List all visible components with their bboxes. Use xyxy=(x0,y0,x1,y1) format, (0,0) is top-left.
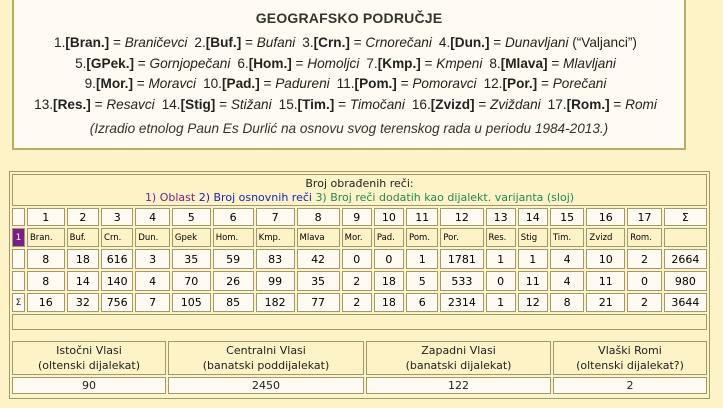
basic-count-cell: 1 xyxy=(486,249,516,269)
legend-entry-abbr: [Bran.] xyxy=(65,35,110,50)
legend-entry-abbr: [Crn.] xyxy=(313,35,350,50)
region-abbr-cell: Bran. xyxy=(27,228,65,247)
legend-entry-name: Mlavljani xyxy=(563,55,616,71)
sum-count-cell: 8 xyxy=(550,293,585,312)
dialect-value-cell: 122 xyxy=(366,377,551,394)
legend-entry: 17.[Rom.] = Romi xyxy=(547,96,657,112)
sum-count-cell: 2314 xyxy=(440,293,483,312)
dialect-name-cell xyxy=(12,341,166,375)
legend-entry-name: Homoljci xyxy=(307,55,360,71)
caption-oblast: 1) Oblast xyxy=(144,190,196,204)
legend-entry: 7.[Kmp.] = Kmpeni xyxy=(366,55,483,71)
legend-entry-name: Timočani xyxy=(349,96,405,112)
legend-entry-number: 9. xyxy=(84,76,96,92)
legend-entry-name: Moravci xyxy=(148,76,197,92)
legend-entry: 10.[Pad.] = Padureni xyxy=(203,76,330,92)
legend-panel xyxy=(12,0,686,150)
legend-entry-number: 11. xyxy=(336,76,355,92)
legend-entry-abbr: [Zvizd] xyxy=(430,96,475,112)
legend-entry-number: 17. xyxy=(547,96,567,112)
region-abbr-cell: Buf. xyxy=(67,228,99,247)
legend-entry-number: 6. xyxy=(237,55,249,71)
dialect-name: Centralni Vlasi xyxy=(226,344,306,357)
added-count-cell: 26 xyxy=(213,271,254,291)
legend-entry-abbr: [Rom.] xyxy=(566,96,610,112)
region-abbr-cell: Kmp. xyxy=(256,228,295,247)
legend-entry-number: 15. xyxy=(278,96,298,112)
sum-count-cell: 16 xyxy=(27,293,65,312)
column-header: 2 xyxy=(67,208,99,226)
basic-count-cell: 4 xyxy=(550,249,585,269)
basic-count-cell: 8 xyxy=(27,249,65,269)
basic-count-cell: 1 xyxy=(518,249,548,269)
region-abbr-cell: Gpek xyxy=(172,228,211,247)
region-abbr-cell: Dun. xyxy=(135,228,170,247)
dialect-subtitle: (oltenski dijalekat?) xyxy=(576,359,684,372)
legend-entry: 3.[Crn.] = Crnorečani xyxy=(302,35,432,50)
region-abbr-cell: Pom. xyxy=(406,228,438,247)
sum-count-cell: 6 xyxy=(406,293,438,312)
legend-row xyxy=(14,74,684,95)
added-count-cell: 70 xyxy=(172,271,211,291)
legend-entry-abbr: [Stig] xyxy=(180,96,216,112)
marker-oblast: 1 xyxy=(12,228,25,247)
region-abbr-cell: Hom. xyxy=(213,228,254,247)
region-abbr-cell: Stig xyxy=(518,228,548,247)
column-header: 15 xyxy=(550,208,585,226)
basic-count-cell: 18 xyxy=(67,249,99,269)
legend-row xyxy=(14,95,684,116)
caption-title: Broj obrađenih reči: xyxy=(305,176,414,190)
stats-panel xyxy=(9,171,710,399)
region-abbr-cell: Mlava xyxy=(297,228,340,247)
sum-count-cell: 2 xyxy=(627,293,662,312)
column-header: Σ xyxy=(664,208,707,226)
dialect-name: Vlaški Romi xyxy=(598,344,662,357)
legend-entry: 8.[Mlava] = Mlavljani xyxy=(489,55,616,71)
legend-entry-number: 16. xyxy=(411,96,431,112)
legend-entry-name: Gornjopečani xyxy=(149,55,231,71)
marker-basic: 2 xyxy=(12,249,25,269)
region-abbr-cell: Tim. xyxy=(550,228,585,247)
dialect-names-row xyxy=(12,341,707,375)
added-words-row xyxy=(12,271,707,291)
caption-added-words: 3) Broj reči dodatih kao dijalekt. varijanta (sloj) xyxy=(315,190,575,204)
legend-entry-abbr: [Buf.] xyxy=(205,35,242,50)
legend-entry-abbr: [GPek.] xyxy=(86,55,134,71)
added-count-cell: 18 xyxy=(374,271,404,291)
legend-entry-number: 10. xyxy=(203,76,222,92)
added-count-cell: 4 xyxy=(135,271,170,291)
added-count-cell: 11 xyxy=(586,271,625,291)
legend-entry-name: Braničevci xyxy=(124,35,188,50)
dialect-name-cell xyxy=(366,341,551,375)
legend-entry-name: Resavci xyxy=(106,96,155,112)
sum-count-cell: 85 xyxy=(213,293,254,312)
legend-entry-number: 14. xyxy=(161,96,181,112)
added-count-cell: 5 xyxy=(406,271,438,291)
legend-entry-name: Zviždani xyxy=(490,96,541,112)
region-abbr-row xyxy=(12,228,707,247)
legend-entry-abbr: [Por.] xyxy=(502,76,538,92)
added-count-cell: 11 xyxy=(518,271,548,291)
sum-count-cell: 756 xyxy=(101,293,133,312)
legend-entry-abbr: [Pom.] xyxy=(354,76,397,92)
legend-entry-note: (“Valjanci”) xyxy=(568,35,637,50)
legend-entry-number: 5. xyxy=(75,55,87,71)
column-header: 3 xyxy=(101,208,133,226)
basic-count-cell: 0 xyxy=(374,249,404,269)
legend-entry: 13.[Res.] = Resavci xyxy=(34,96,155,112)
region-abbr-cell: Rom. xyxy=(627,228,662,247)
legend-entry-number: 2. xyxy=(194,35,206,50)
added-count-cell: 0 xyxy=(486,271,516,291)
legend-credit: (Izradio etnolog Paun Es Durlić na osnovu svog terenskog rada u periodu 1984-2013.) xyxy=(89,121,609,137)
column-header: 11 xyxy=(406,208,438,226)
added-count-cell: 533 xyxy=(440,271,483,291)
basic-words-row xyxy=(12,249,707,269)
column-header: 7 xyxy=(256,208,295,226)
basic-count-cell: 0 xyxy=(342,249,372,269)
added-count-cell: 4 xyxy=(550,271,585,291)
dialect-table xyxy=(10,339,709,396)
legend-entry-number: 13. xyxy=(34,96,54,112)
basic-count-cell: 2 xyxy=(627,249,662,269)
column-header: 10 xyxy=(374,208,404,226)
basic-count-cell: 42 xyxy=(297,249,340,269)
basic-count-cell: 10 xyxy=(586,249,625,269)
basic-count-cell: 616 xyxy=(101,249,133,269)
added-count-cell: 2 xyxy=(342,271,372,291)
legend-entry-name: Bufani xyxy=(256,35,296,50)
legend-entry-number: 7. xyxy=(366,55,378,71)
column-header: 8 xyxy=(297,208,340,226)
dialect-value-cell: 2450 xyxy=(168,377,364,394)
legend-entry: 2.[Buf.] = Bufani xyxy=(194,35,296,50)
caption-basic-words: 2) Broj osnovnih reči xyxy=(198,190,312,204)
sum-count-cell: 2 xyxy=(342,293,372,312)
region-abbr-cell: Zvizd xyxy=(586,228,625,247)
sum-count-cell: 7 xyxy=(135,293,170,312)
basic-count-cell: 3 xyxy=(135,249,170,269)
legend-entry: 1.[Bran.] = Braničevci xyxy=(54,35,188,50)
column-header: 6 xyxy=(213,208,254,226)
marker-added: 3 xyxy=(12,271,25,291)
region-abbr-cell: Pad. xyxy=(374,228,404,247)
region-abbr-cell: Por. xyxy=(440,228,483,247)
legend-entry-name: Pomoravci xyxy=(412,76,477,92)
dialect-subtitle: (banatski poddijalekat) xyxy=(202,359,330,372)
dialect-value-cell: 2 xyxy=(553,377,707,394)
added-count-cell: 8 xyxy=(27,271,65,291)
basic-count-cell: 59 xyxy=(213,249,254,269)
legend-entry-abbr: [Kmp.] xyxy=(377,55,421,71)
region-abbr-cell: Res. xyxy=(486,228,516,247)
dialect-name-cell xyxy=(553,341,707,375)
region-abbr-cell: Crn. xyxy=(101,228,133,247)
legend-entry: 6.[Hom.] = Homoljci xyxy=(237,55,360,71)
basic-count-cell: 1781 xyxy=(440,249,483,269)
legend-entry: 11.[Pom.] = Pomoravci xyxy=(336,76,477,92)
added-count-cell: 0 xyxy=(627,271,662,291)
marker-sum: Σ xyxy=(12,293,25,312)
legend-entry-name: Dunavljani xyxy=(504,35,569,50)
dialect-values-row xyxy=(12,377,707,394)
table-spacer xyxy=(12,314,707,330)
dialect-value-cell: 90 xyxy=(12,377,166,394)
legend-entry-abbr: [Tim.] xyxy=(297,96,335,112)
sum-count-cell: 32 xyxy=(67,293,99,312)
legend-row xyxy=(14,33,684,54)
table-caption xyxy=(12,174,707,206)
legend-title: GEOGRAFSKO PODRUČJE xyxy=(255,10,443,26)
basic-count-cell: 1 xyxy=(406,249,438,269)
column-header: 9 xyxy=(342,208,372,226)
legend-entry-abbr: [Pad.] xyxy=(221,76,260,92)
legend-entry-name: Porečani xyxy=(552,76,607,92)
column-header: 14 xyxy=(518,208,548,226)
basic-count-cell: 83 xyxy=(256,249,295,269)
legend-entry: 16.[Zvizd] = Zviždani xyxy=(411,96,541,112)
legend-entry-number: 1. xyxy=(54,35,66,50)
legend-row xyxy=(14,54,684,75)
added-count-cell: 35 xyxy=(297,271,340,291)
corner-cell xyxy=(12,208,25,226)
legend-entry: 5.[GPek.] = Gornjopečani xyxy=(75,55,231,71)
legend-entry-name: Padureni xyxy=(275,76,330,92)
legend-entry: 9.[Mor.] = Moravci xyxy=(84,76,197,92)
sum-count-cell: 21 xyxy=(586,293,625,312)
header-row xyxy=(12,208,707,226)
sum-count-cell: 12 xyxy=(518,293,548,312)
legend-entry-abbr: [Mor.] xyxy=(95,76,133,92)
basic-count-cell: 35 xyxy=(172,249,211,269)
column-header: 17 xyxy=(627,208,662,226)
legend-entry-number: 3. xyxy=(302,35,314,50)
sum-count-cell: 3644 xyxy=(664,293,707,312)
dialect-subtitle: (oltenski dijalekat) xyxy=(38,359,140,372)
sum-count-cell: 105 xyxy=(172,293,211,312)
column-header: 4 xyxy=(135,208,170,226)
legend-entry-abbr: [Hom.] xyxy=(248,55,292,71)
added-count-cell: 140 xyxy=(101,271,133,291)
legend-entry-abbr: [Res.] xyxy=(53,96,91,112)
basic-count-cell: 2664 xyxy=(664,249,707,269)
legend-entry-abbr: [Dun.] xyxy=(450,35,490,50)
sum-count-cell: 182 xyxy=(256,293,295,312)
column-header: 16 xyxy=(586,208,625,226)
legend-entry-name: Kmpeni xyxy=(436,55,483,71)
legend-entry-number: 4. xyxy=(438,35,451,50)
legend-rows xyxy=(14,33,684,115)
legend-entry-abbr: [Mlava] xyxy=(500,55,548,71)
legend-entry-name: Romi xyxy=(625,96,657,112)
legend-entry: 4.[Dun.] = Dunavljani (“Valjanci”) xyxy=(438,35,637,50)
column-header: 12 xyxy=(440,208,483,226)
legend-entry-name: Crnorečani xyxy=(365,35,432,50)
legend-entry-number: 12. xyxy=(483,76,503,92)
legend-entry-number: 8. xyxy=(489,55,501,71)
legend-entry-name: Stižani xyxy=(230,96,272,112)
region-abbr-cell xyxy=(664,228,707,247)
dialect-name: Istočni Vlasi xyxy=(56,344,122,357)
column-header: 5 xyxy=(172,208,211,226)
legend-entry: 12.[Por.] = Porečani xyxy=(483,76,607,92)
added-count-cell: 99 xyxy=(256,271,295,291)
sum-count-cell: 18 xyxy=(374,293,404,312)
dialect-subtitle: (banatski dijalekat) xyxy=(405,359,512,372)
added-count-cell: 980 xyxy=(664,271,707,291)
dialect-name-cell xyxy=(168,341,364,375)
sum-row xyxy=(12,293,707,312)
legend-entry: 15.[Tim.] = Timočani xyxy=(278,96,405,112)
added-count-cell: 14 xyxy=(67,271,99,291)
word-count-table xyxy=(10,172,709,332)
legend-entry: 14.[Stig] = Stižani xyxy=(161,96,272,112)
region-abbr-cell: Mor. xyxy=(342,228,372,247)
column-header: 13 xyxy=(486,208,516,226)
sum-count-cell: 77 xyxy=(297,293,340,312)
dialect-name: Zapadni Vlasi xyxy=(421,344,496,357)
column-header: 1 xyxy=(27,208,65,226)
sum-count-cell: 1 xyxy=(486,293,516,312)
